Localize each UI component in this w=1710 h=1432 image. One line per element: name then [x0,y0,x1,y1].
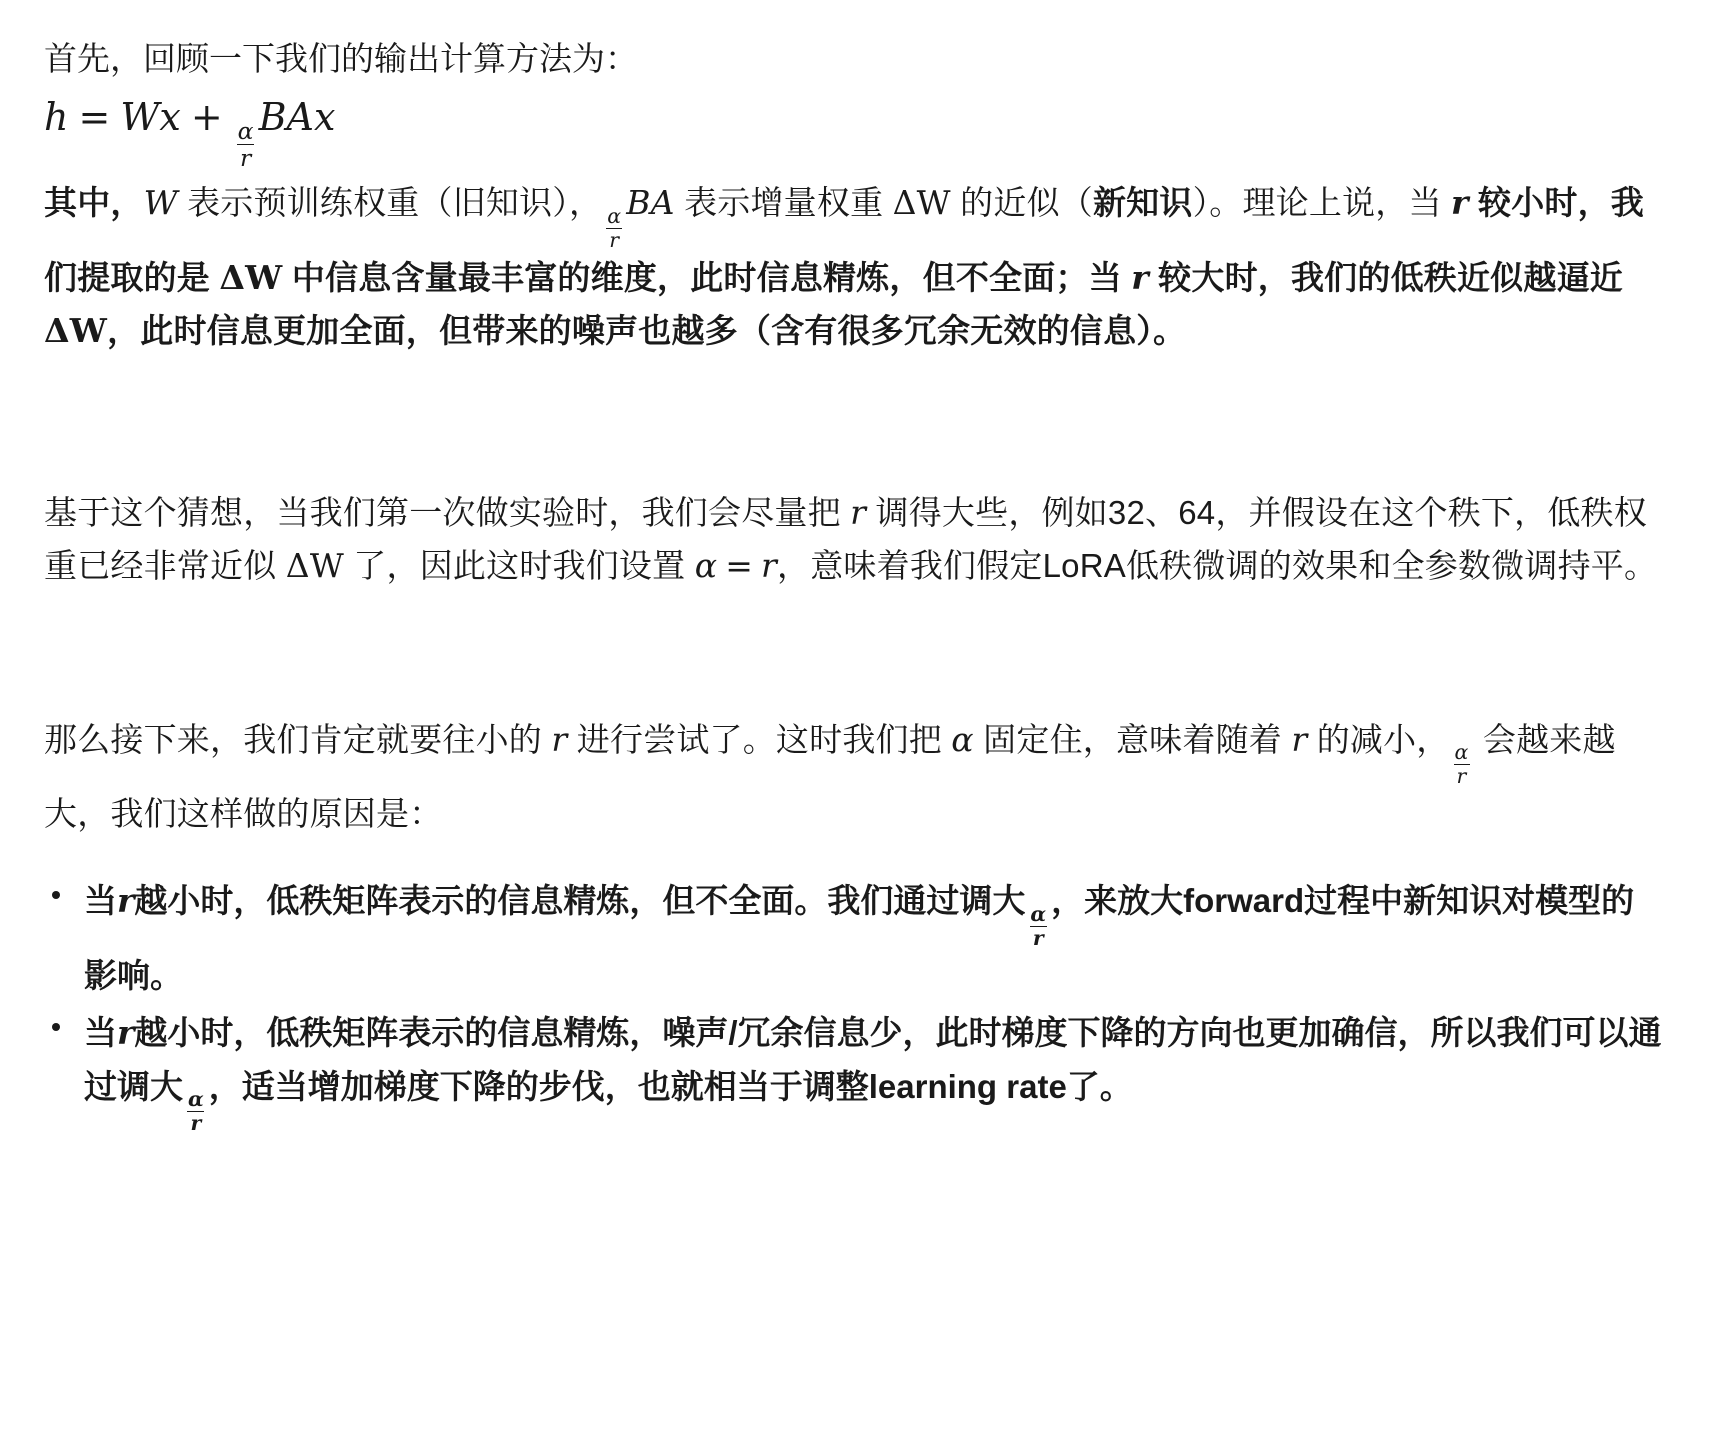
p1-symbol-deltaW-1: ΔW [892,183,951,223]
p1-frac-alpha-r [604,206,624,251]
bullet-dot-icon [52,1023,60,1031]
p3-seg5: 会越来越大，我们这样做的原因是： [44,720,1616,832]
b2-seg2: 越小时，低秩矩阵表示的信息精炼，噪声/冗余信息少，此时梯度下降的方向也更加确信，所以我们可以通过调大 [84,1014,1662,1105]
reason-list [44,874,1666,1134]
p1-symbol-deltaW-3: ΔW [44,311,108,351]
b1-frac-alpha: α [1030,901,1047,926]
list-item [44,1006,1666,1134]
b2-frac-alpha: α [188,1087,204,1112]
p2-seg3: 了，因此这时我们设置 [343,547,695,585]
paragraph-three [44,713,1666,841]
p3-symbol-alpha: α [951,719,974,759]
p2-seg4: ，意味着我们假定LoRA低秩微调的效果和全参数微调持平。 [777,547,1658,585]
p3-seg1: 那么接下来，我们肯定就要往小的 [44,720,552,758]
p1-seg6: 较小时，我们提取的是 [44,184,1645,296]
p1-frac-r: r [606,228,622,251]
p2-symbol-r-2: r [761,546,778,586]
formula-W: W [120,94,160,139]
p1-symbol-W: W [143,183,178,223]
spacer-one [44,358,1666,486]
formula-alpha-over-r [235,117,257,173]
b2-seg1: 当 [84,1014,117,1052]
b1-frac-alpha-r [1027,901,1049,950]
p1-seg3: 表示增量权重 [674,184,893,222]
p3-seg2: 进行尝试了。这时我们把 [567,720,952,758]
p1-bold-new: 新知识 [1092,184,1193,222]
formula-h: h [44,94,69,139]
b2-frac-alpha-r [185,1089,207,1134]
p1-seg7: 中信息含量最丰富的维度，此时信息精炼，但不全面；当 [282,258,1132,296]
p1-seg8: 较大时，我们的低秩近似越逼近 [1148,258,1623,296]
p1-seg1: 其中， [44,184,144,222]
paragraph-one [44,176,1666,357]
p1-symbol-r-1: r [1451,183,1469,223]
formula-x2: x [313,94,336,139]
p1-symbol-deltaW-2: ΔW [219,257,283,297]
p2-symbol-deltaW: ΔW [285,546,344,586]
p1-seg4: 的近似（ [950,184,1093,222]
p1-seg9: ，此时信息更加全面，但带来的噪声也越多（含有很多冗余无效的信息）。 [107,312,1187,350]
p3-frac-r: r [1454,764,1470,787]
p3-symbol-r-2: r [1291,719,1308,759]
p2-symbol-alpha: α [694,546,718,586]
b1-frac-r: r [1030,926,1047,949]
b2-seg3: ，适当增加梯度下降的步伐，也就相当于调整learning rate了。 [208,1067,1133,1105]
p3-symbol-r-1: r [551,719,568,759]
formula-r: r [237,144,254,170]
b2-symbol-r: r [117,1013,135,1053]
p2-symbol-r-1: r [850,492,867,532]
spacer-three [44,840,1666,874]
intro-sentence: 首先，回顾一下我们的输出计算方法为： [44,40,638,77]
b1-seg2: 越小时，低秩矩阵表示的信息精炼，但不全面。我们通过调大 [134,882,1026,920]
b2-frac-r: r [187,1111,204,1134]
spacer-two [44,593,1666,713]
formula-plus: + [190,94,223,139]
paragraph-two [44,486,1666,593]
p1-seg2: 表示预训练权重（旧知识）， [177,184,603,222]
p2-seg1: 基于这个猜想，当我们第一次做实验时，我们会尽量把 [44,493,851,531]
p1-frac-alpha: α [607,204,622,229]
b1-symbol-r: r [117,881,135,921]
p3-frac-alpha: α [1454,740,1469,765]
p1-symbol-r-2: r [1131,257,1149,297]
formula-BA: BA [258,94,314,139]
p1-symbol-BA: BA [626,183,675,223]
display-formula [44,92,1666,171]
p3-frac-alpha-r [1452,742,1472,787]
p3-seg4: 的减小， [1307,720,1450,758]
formula-x1: x [159,94,181,139]
p2-symbol-equals: = [725,546,754,586]
formula-equals: = [78,94,111,139]
list-item [44,874,1666,1002]
p1-seg5: ）。理论上说，当 [1192,184,1452,222]
p2-seg2: 调得大些，例如32、64，并假设在这个秩下，低秩权重已经非常近似 [44,493,1647,585]
b1-seg1: 当 [84,882,117,920]
p3-seg3: 固定住，意味着随着 [973,720,1292,758]
formula-alpha: α [237,117,254,146]
b1-seg3: ，来放大forward过程中新知识对模型的影响。 [84,882,1635,994]
bullet-dot-icon [52,891,60,899]
